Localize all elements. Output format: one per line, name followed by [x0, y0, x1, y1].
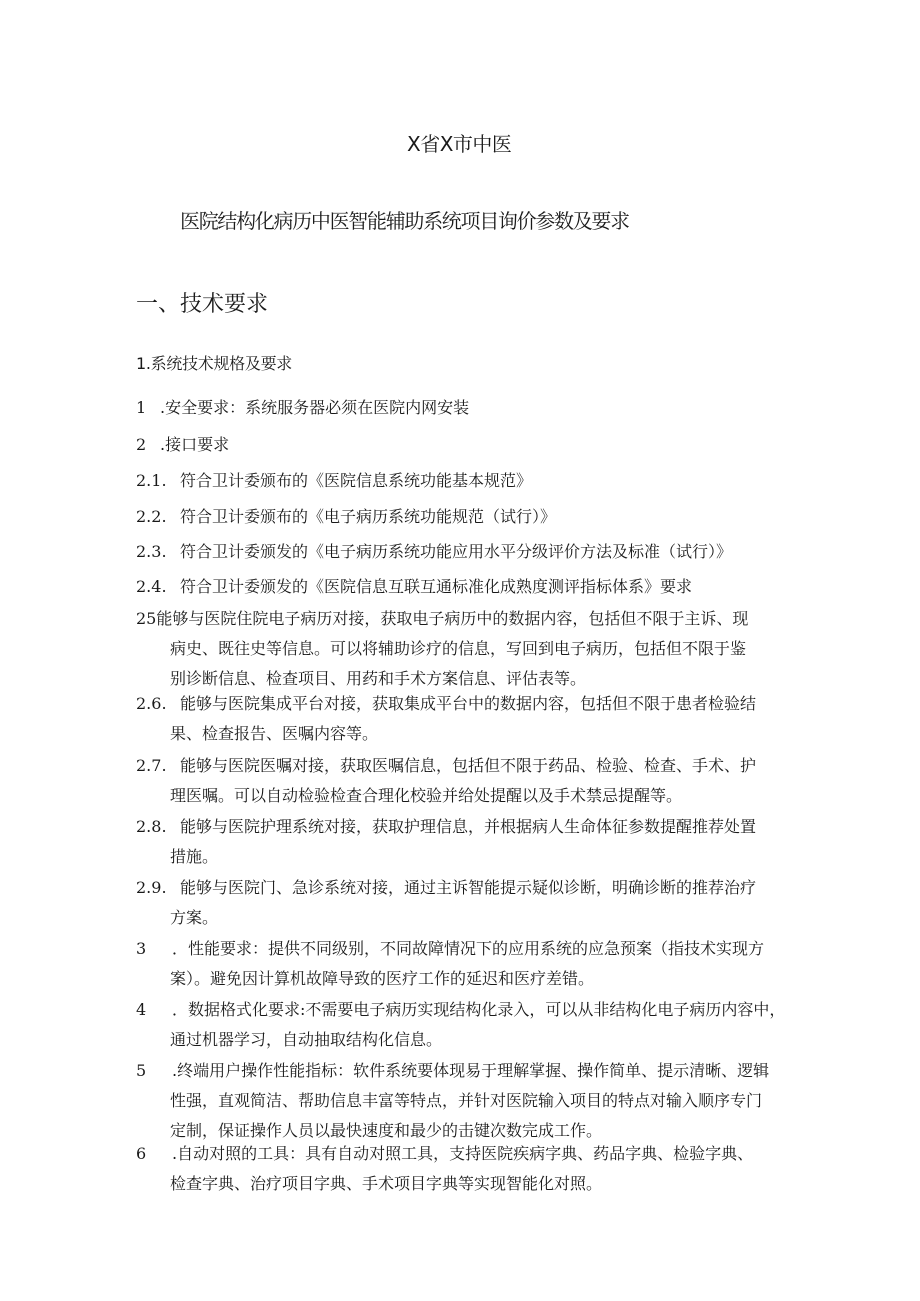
item-text: .终端用户操作性能指标：软件系统要体现易于理解掌握、操作简单、提示清晰、逻辑	[172, 1061, 770, 1080]
item-text: 能够与医院集成平台对接，获取集成平台中的数据内容，包括但不限于患者检验结	[180, 694, 757, 713]
item-line-1	[136, 430, 796, 460]
item-line-1	[136, 751, 796, 781]
list-item	[136, 995, 796, 1055]
list-item	[136, 502, 796, 532]
item-line-1	[136, 604, 796, 634]
item-text: 符合卫计委颁发的《电子病历系统功能应用水平分级评价方法及标准（试行）》	[180, 542, 733, 561]
item-line-1	[136, 1139, 796, 1169]
item-number: 2.3.	[136, 542, 167, 561]
item-text: 能够与医院住院电子病历对接，获取电子病历中的数据内容，包括但不限于主诉、现	[156, 609, 749, 628]
item-text: ．性能要求：提供不同级别，不同故障情况下的应用系统的应急预案（指技术实现方	[172, 939, 765, 958]
item-number: 2.6.	[136, 694, 167, 713]
list-item	[136, 1139, 796, 1199]
item-line-1	[136, 934, 796, 964]
item-line-2: 方案。	[170, 908, 219, 927]
item-line-1	[136, 502, 796, 532]
item-text: ．数据格式化要求:不需要电子病历实现结构化录入，可以从非结构化电子病历内容中，	[172, 1000, 786, 1019]
item-number: 6	[136, 1144, 147, 1163]
item-line-2: 案）。避免因计算机故障导致的医疗工作的延迟和医疗差错。	[170, 969, 595, 988]
list-item	[136, 751, 796, 811]
item-line-2: 性强，直观简洁、帮助信息丰富等特点，并针对医院输入项目的特点对输入顺序专门	[170, 1091, 763, 1110]
list-item	[136, 430, 796, 460]
item-line-2: 措施。	[170, 847, 219, 866]
item-line-1	[136, 689, 796, 719]
document-title-line2: 医院结构化病历中医智能辅助系统项目询价参数及要求	[180, 209, 629, 233]
item-number: 2	[136, 435, 147, 454]
item-line-2: 果、检查报告、医嘱内容等。	[170, 724, 379, 743]
item-text: 符合卫计委颁布的《医院信息系统功能基本规范》	[180, 471, 533, 490]
item-text: 能够与医院门、急诊系统对接，通过主诉智能提示疑似诊断，明确诊断的推荐治疗	[180, 878, 757, 897]
item-text: 能够与医院护理系统对接，获取护理信息，并根据病人生命体征参数提醒推荐处置	[180, 817, 757, 836]
list-item	[136, 537, 796, 567]
list-item	[136, 1056, 796, 1146]
item-line-3: 别诊断信息、检查项目、用药和手术方案信息、评估表等。	[170, 669, 587, 688]
list-item	[136, 572, 796, 602]
item-number: 2.8.	[136, 817, 167, 836]
list-item	[136, 812, 796, 872]
item-number: 1	[136, 398, 147, 417]
item-line-3: 定制，保证操作人员以最快速度和最少的击键次数完成工作。	[170, 1121, 603, 1140]
item-number: 2.9.	[136, 878, 167, 897]
item-number: 4	[136, 1000, 147, 1019]
item-line-2: 检查字典、治疗项目字典、手术项目字典等实现智能化对照。	[170, 1174, 603, 1193]
list-item	[136, 689, 796, 749]
subsection-heading: 1.系统技术规格及要求	[136, 354, 292, 373]
item-line-1	[136, 537, 796, 567]
item-line-1	[136, 572, 796, 602]
item-number: 2.1.	[136, 471, 167, 490]
item-text: 符合卫计委颁发的《医院信息互联互通标准化成熟度测评指标体系》要求	[180, 577, 693, 596]
item-line-1	[136, 393, 796, 423]
item-number: 5	[136, 1061, 147, 1080]
item-line-1	[136, 995, 796, 1025]
item-line-2: 通过机器学习，自动抽取结构化信息。	[170, 1030, 443, 1049]
list-item	[136, 604, 796, 694]
item-line-1	[136, 873, 796, 903]
item-line-1	[136, 466, 796, 496]
item-number: 2.4.	[136, 577, 167, 596]
list-item	[136, 873, 796, 933]
item-text: .接口要求	[160, 435, 230, 454]
item-text: 能够与医院医嘱对接，获取医嘱信息，包括但不限于药品、检验、检查、手术、护	[180, 756, 757, 775]
section-heading: 一、技术要求	[136, 292, 269, 317]
item-line-1	[136, 1056, 796, 1086]
item-text: 符合卫计委颁布的《电子病历系统功能规范（试行）》	[180, 507, 557, 526]
item-number: 3	[136, 939, 147, 958]
item-number: 25	[136, 609, 157, 628]
list-item	[136, 934, 796, 994]
item-line-2: 病史、既往史等信息。可以将辅助诊疗的信息，写回到电子病历，包括但不限于鉴	[170, 639, 747, 658]
item-number: 2.2.	[136, 507, 167, 526]
list-item	[136, 466, 796, 496]
item-text: .自动对照的工具：具有自动对照工具，支持医院疾病字典、药品字典、检验字典、	[172, 1144, 754, 1163]
list-item	[136, 393, 796, 423]
document-title-line1: X省X市中医	[407, 132, 512, 156]
item-line-1	[136, 812, 796, 842]
item-line-2: 理医嘱。可以自动检验检查合理化校验并给处提醒以及手术禁忌提醒等。	[170, 786, 683, 805]
item-number: 2.7.	[136, 756, 167, 775]
item-text: .安全要求：系统服务器必须在医院内网安装	[160, 398, 470, 417]
